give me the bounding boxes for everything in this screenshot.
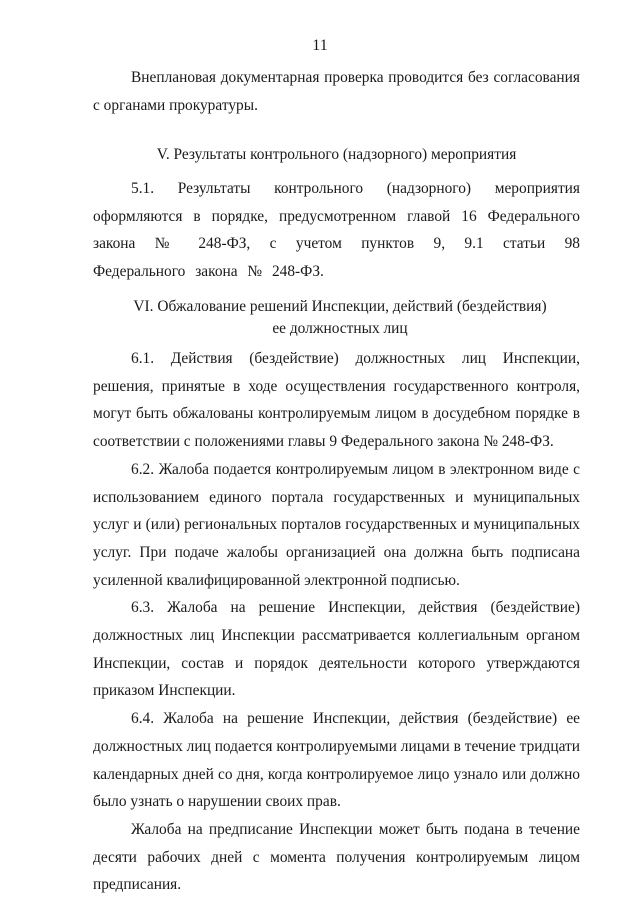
intro-paragraph: Внеплановая документарная проверка проводится без согласования с органами прокуратуры. — [93, 69, 580, 114]
section-6-heading: VI. Обжалование решений Инспекции, действий (бездействия) ее должностных лиц — [133, 298, 547, 337]
intro-section — [93, 64, 580, 119]
section-5-heading-wrap — [93, 144, 580, 166]
paragraph-6-2: 6.2. Жалоба подается контролируемым лицом в электронном виде с использованием единого портала государственных и муниципальных услуг и (или) региональных порталов государственных и муниципальных услуг. При подаче жалобы организацией она должна быть подписана усиленной квалифицированной электронной подписью. — [93, 460, 580, 589]
section-5-body — [93, 175, 580, 286]
paragraph-6-4: 6.4. Жалоба на решение Инспекции, действия (бездействие) ее должностных лиц подается контролируемыми лицами в течение тридцати календарных дней со дня, когда контролируемое лицо узнало или должно было узнать о нарушении своих прав. — [93, 710, 580, 811]
paragraph-6-1: 6.1. Действия (бездействие) должностных лиц Инспекции, решения, принятые в ходе осуществления государственного контроля, могут быть обжалованы контролируемым лицом в досудебном порядке в соответствии с положениями главы 9 Федерального закона № 248-ФЗ. — [93, 350, 580, 451]
section-6-body — [93, 345, 580, 899]
paragraph-6-4-continuation: Жалоба на предписание Инспекции может быть подана в течение десяти рабочих дней с момента получения контролируемым лицом предписания. — [93, 820, 580, 894]
section-6-heading-wrap — [130, 296, 550, 340]
paragraph-5-1: 5.1. Результаты контрольного (надзорного) мероприятия оформляются в порядке, предусмотренном главой 16 Федерального закона № 248-ФЗ, с учетом пунктов 9, 9.1 статьи 98 Федерального закона № 248-ФЗ. — [93, 180, 580, 281]
section-5-heading: V. Результаты контрольного (надзорного) мероприятия — [156, 146, 517, 163]
page-number: 11 — [312, 37, 328, 54]
paragraph-6-3: 6.3. Жалоба на решение Инспекции, действия (бездействие) должностных лиц Инспекции рассматривается коллегиальным органом Инспекции, состав и порядок деятельности которого утверждаются приказом Инспекции. — [93, 599, 580, 700]
